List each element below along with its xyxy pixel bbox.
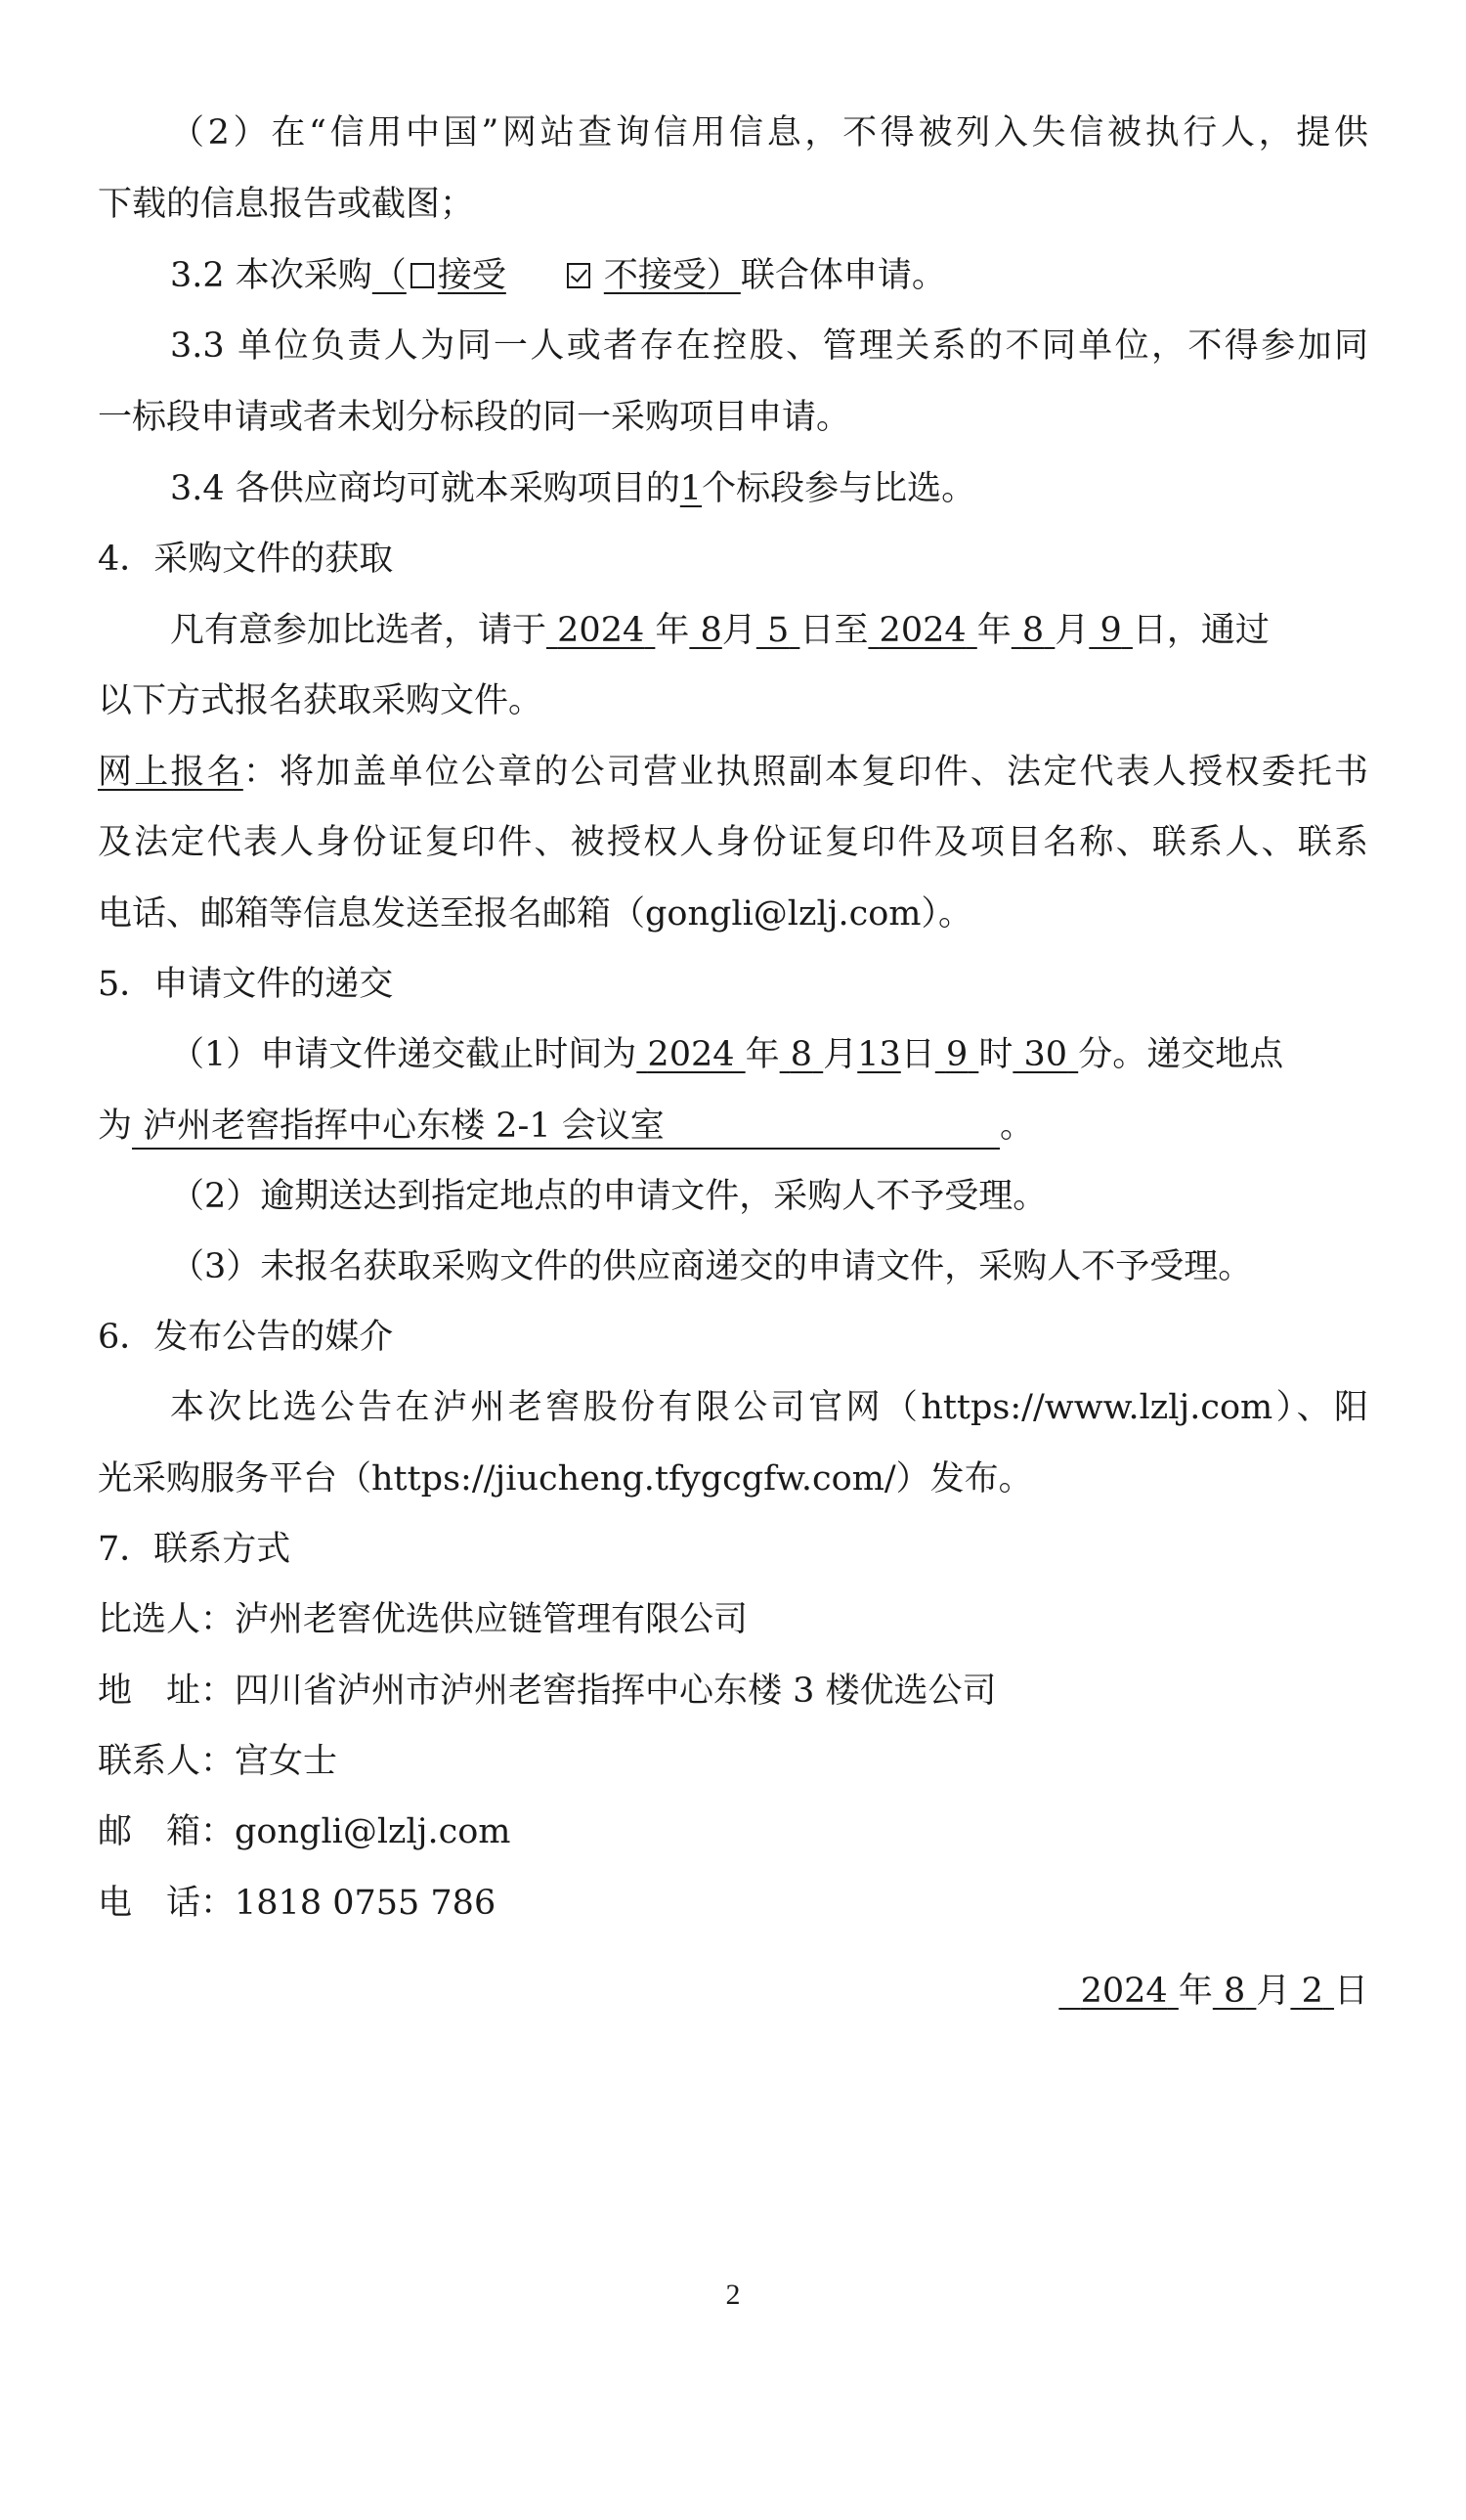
- section4-heading: 4．采购文件的获取: [98, 540, 394, 579]
- signature-date: [98, 1962, 1368, 2020]
- reject-checkbox-checked[interactable]: [567, 263, 590, 288]
- consortium-options: [372, 256, 741, 295]
- item-3-4-suffix: 个标段参与比选。: [702, 469, 976, 508]
- end-month: 8: [1021, 611, 1045, 650]
- contact-bidder: [98, 1590, 1368, 1649]
- signature-year: 2024: [1080, 1972, 1168, 2011]
- contact-value: 宫女士: [235, 1742, 338, 1781]
- year-label: 年: [745, 1035, 780, 1074]
- end-year: 2024: [879, 611, 967, 650]
- month-label: 月: [1055, 611, 1090, 650]
- contact-label: 地 址：: [98, 1672, 236, 1711]
- contact-email-link[interactable]: gongli@lzlj.com: [235, 1812, 511, 1851]
- contact-label: 邮 箱：: [98, 1812, 236, 1851]
- section3-item-3-4: [98, 459, 1368, 518]
- deadline-hour: 9: [945, 1035, 969, 1074]
- year-label: 年: [655, 611, 690, 650]
- section6-line2: 光采购服务平台（https://jiucheng.tfygcgfw.com/）发布。: [98, 1459, 1033, 1499]
- online-registration-line2: 及法定代表人身份证复印件、被授权人身份证复印件及项目名称、联系人、联系: [98, 823, 1368, 862]
- online-registration-text: ：将加盖单位公章的公司营业执照副本复印件、法定代表人授权委托书: [242, 753, 1368, 792]
- online-registration-label: 网上报名: [98, 753, 243, 792]
- item-3-2-prefix: 3.2 本次采购: [170, 256, 372, 295]
- section5-item3: （3）未报名获取采购文件的供应商递交的申请文件，采购人不予受理。: [170, 1247, 1253, 1286]
- contact-label: 联系人：: [98, 1742, 236, 1781]
- deadline-month: 8: [790, 1035, 813, 1074]
- section3-item-3-3-line2: 一标段申请或者未划分标段的同一采购项目申请。: [98, 398, 851, 437]
- registration-period-line: [98, 601, 1368, 660]
- section6-line1: 本次比选公告在泸州老窖股份有限公司官网（https://www.lzlj.com）、阳: [170, 1388, 1368, 1427]
- section3-item2-line1: （2）在“信用中国”网站查询信用信息，不得被列入失信被执行人，提供: [170, 113, 1368, 152]
- lot-count: 1: [679, 469, 703, 508]
- submission-location-line: [98, 1097, 1368, 1155]
- month-label: 月: [721, 611, 756, 650]
- signature-month: 8: [1223, 1972, 1246, 2011]
- contact-label: 电 话：: [98, 1884, 236, 1923]
- section6-heading: 6．发布公告的媒介: [98, 1318, 394, 1357]
- year-label: 年: [1178, 1972, 1213, 2011]
- section7-heading: 7．联系方式: [98, 1530, 291, 1569]
- contact-person: [98, 1732, 1368, 1791]
- day-label: 日: [1333, 1972, 1368, 2011]
- deadline-day: 13: [857, 1035, 901, 1074]
- hour-label: 时: [978, 1035, 1013, 1074]
- start-year: 2024: [557, 611, 645, 650]
- contact-phone: [98, 1874, 1368, 1933]
- period-suffix: 日，通过: [1132, 611, 1270, 650]
- day-label: 日: [900, 1035, 935, 1074]
- month-label: 月: [1256, 1972, 1291, 2011]
- start-month: 8: [700, 611, 722, 650]
- accept-checkbox[interactable]: [410, 263, 434, 288]
- day-to-label: 日至: [799, 611, 869, 650]
- item-3-4-prefix: 3.4 各供应商均可就本采购项目的: [170, 469, 680, 508]
- page-number: 2: [725, 2279, 741, 2311]
- registration-period-line2: 以下方式报名获取采购文件。: [98, 681, 543, 720]
- minute-label: 分。递交地点: [1078, 1035, 1284, 1074]
- end-day: 9: [1100, 611, 1122, 650]
- contact-email: [98, 1803, 1368, 1861]
- section3-item2-line2: 下载的信息报告或截图；: [98, 185, 475, 224]
- section3-item-3-3-line1: 3.3 单位负责人为同一人或者存在控股、管理关系的不同单位，不得参加同: [170, 326, 1368, 366]
- accept-label: 接受: [437, 256, 506, 295]
- section3-item-3-2: [98, 246, 1368, 305]
- period-prefix: 凡有意参加比选者，请于: [170, 611, 547, 650]
- deadline-year: 2024: [647, 1035, 735, 1074]
- item-3-2-suffix: 联合体申请。: [740, 256, 946, 295]
- start-day: 5: [766, 611, 790, 650]
- location-suffix: 。: [1000, 1107, 1035, 1146]
- signature-day: 2: [1301, 1972, 1323, 2011]
- contact-value: 四川省泸州市泸州老窖指挥中心东楼 3 楼优选公司: [235, 1672, 997, 1711]
- online-registration-line1: [98, 743, 1368, 802]
- contact-label: 比选人：: [98, 1600, 236, 1639]
- year-label: 年: [976, 611, 1012, 650]
- contact-value: 1818 0755 786: [235, 1884, 496, 1923]
- reject-label: 不接受: [603, 256, 707, 295]
- deadline-line: [98, 1025, 1368, 1084]
- section5-item2: （2）逾期送达到指定地点的申请文件，采购人不予受理。: [170, 1177, 1048, 1216]
- contact-value: 泸州老窖优选供应链管理有限公司: [235, 1600, 749, 1639]
- deadline-minute: 30: [1023, 1035, 1068, 1074]
- open-paren: （: [371, 256, 407, 295]
- section5-heading: 5．申请文件的递交: [98, 965, 394, 1004]
- submission-location: 泸州老窖指挥中心东楼 2-1 会议室: [132, 1105, 1000, 1150]
- online-registration-line3: 电话、邮箱等信息发送至报名邮箱（gongli@lzlj.com）。: [98, 894, 972, 934]
- contact-address: [98, 1662, 1368, 1720]
- close-paren: ）: [706, 256, 741, 295]
- month-label: 月: [823, 1035, 858, 1074]
- location-prefix: 为: [98, 1107, 133, 1146]
- deadline-prefix: （1）申请文件递交截止时间为: [170, 1035, 637, 1074]
